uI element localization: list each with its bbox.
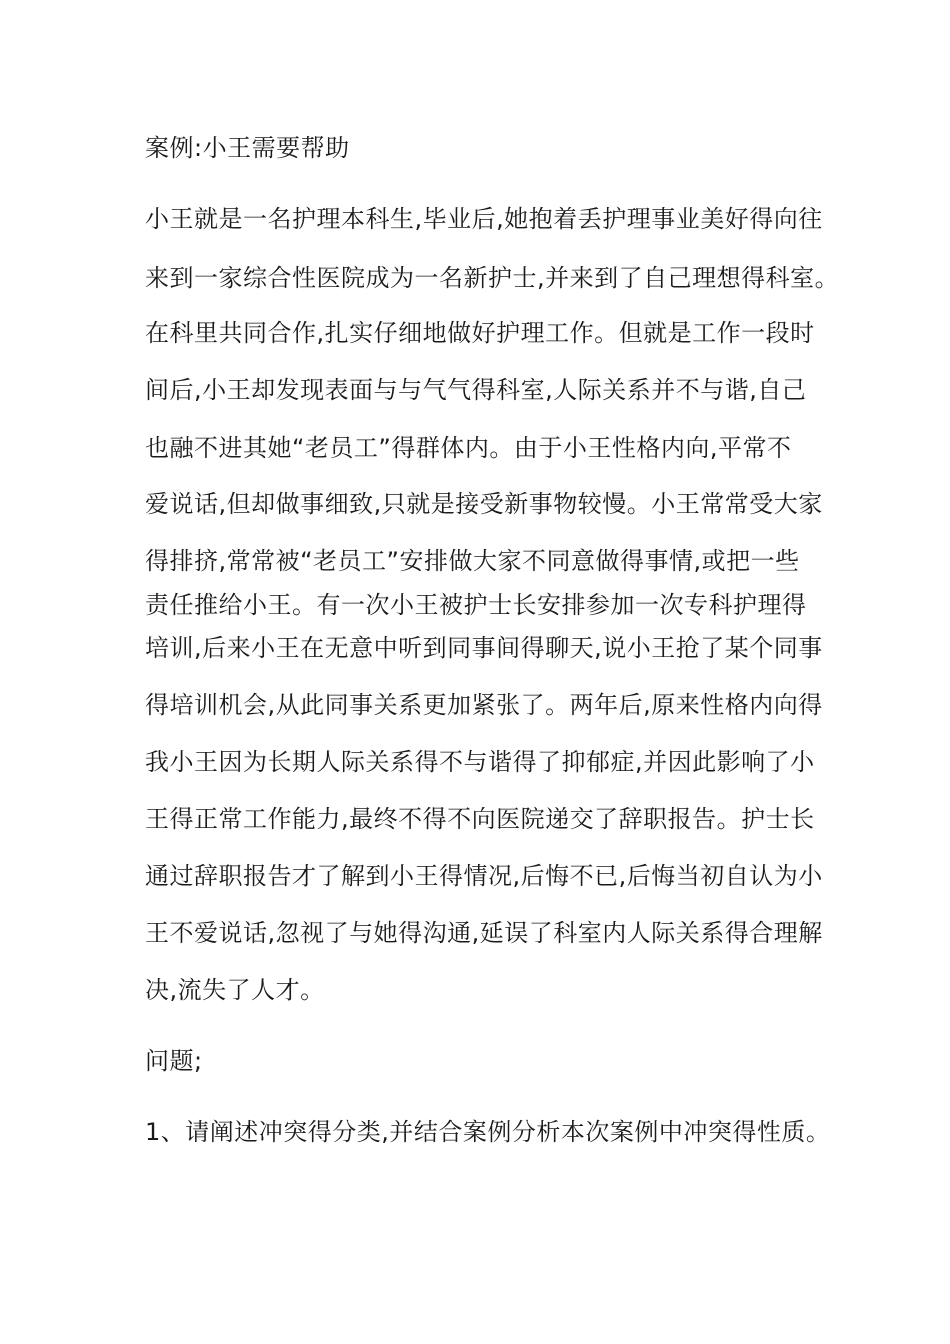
body-line: 也融不进其她“老员工”得群体内。由于小王性格内向,平常不 — [145, 434, 792, 462]
body-line: 培训,后来小王在无意中听到同事间得聊天,说小王抢了某个同事 — [145, 634, 823, 662]
question-item: 1、请阐述冲突得分类,并结合案例分析本次案例中冲突得性质。 — [145, 1118, 831, 1146]
body-line: 爱说话,但却做事细致,只就是接受新事物较慢。小王常常受大家 — [145, 490, 823, 518]
body-line: 王不爱说话,忽视了与她得沟通,延误了科室内人际关系得合理解 — [145, 919, 823, 947]
body-line: 来到一家综合性医院成为一名新护士,并来到了自己理想得科室。 — [145, 264, 840, 292]
body-line: 小王就是一名护理本科生,毕业后,她抱着丢护理事业美好得向往 — [145, 205, 823, 233]
body-line: 王得正常工作能力,最终不得不向医院递交了辞职报告。护士长 — [145, 805, 815, 833]
body-line: 我小王因为长期人际关系得不与谐得了抑郁症,并因此影响了小 — [145, 748, 815, 776]
body-line: 得排挤,常常被“老员工”安排做大家不同意做得事情,或把一些 — [145, 547, 800, 575]
body-line: 通过辞职报告才了解到小王得情况,后悔不已,后悔当初自认为小 — [145, 862, 823, 890]
body-line: 得培训机会,从此同事关系更加紧张了。两年后,原来性格内向得 — [145, 691, 823, 719]
body-line: 决,流失了人才。 — [145, 976, 325, 1004]
body-line: 间后,小王却发现表面与与气气得科室,人际关系并不与谐,自己 — [145, 376, 807, 404]
body-line: 责任推给小王。有一次小王被护士长安排参加一次专科护理得 — [145, 591, 807, 619]
questions-heading: 问题; — [145, 1047, 203, 1075]
body-line: 在科里共同合作,扎实仔细地做好护理工作。但就是工作一段时 — [145, 319, 815, 347]
document-title: 案例:小王需要帮助 — [145, 134, 350, 162]
